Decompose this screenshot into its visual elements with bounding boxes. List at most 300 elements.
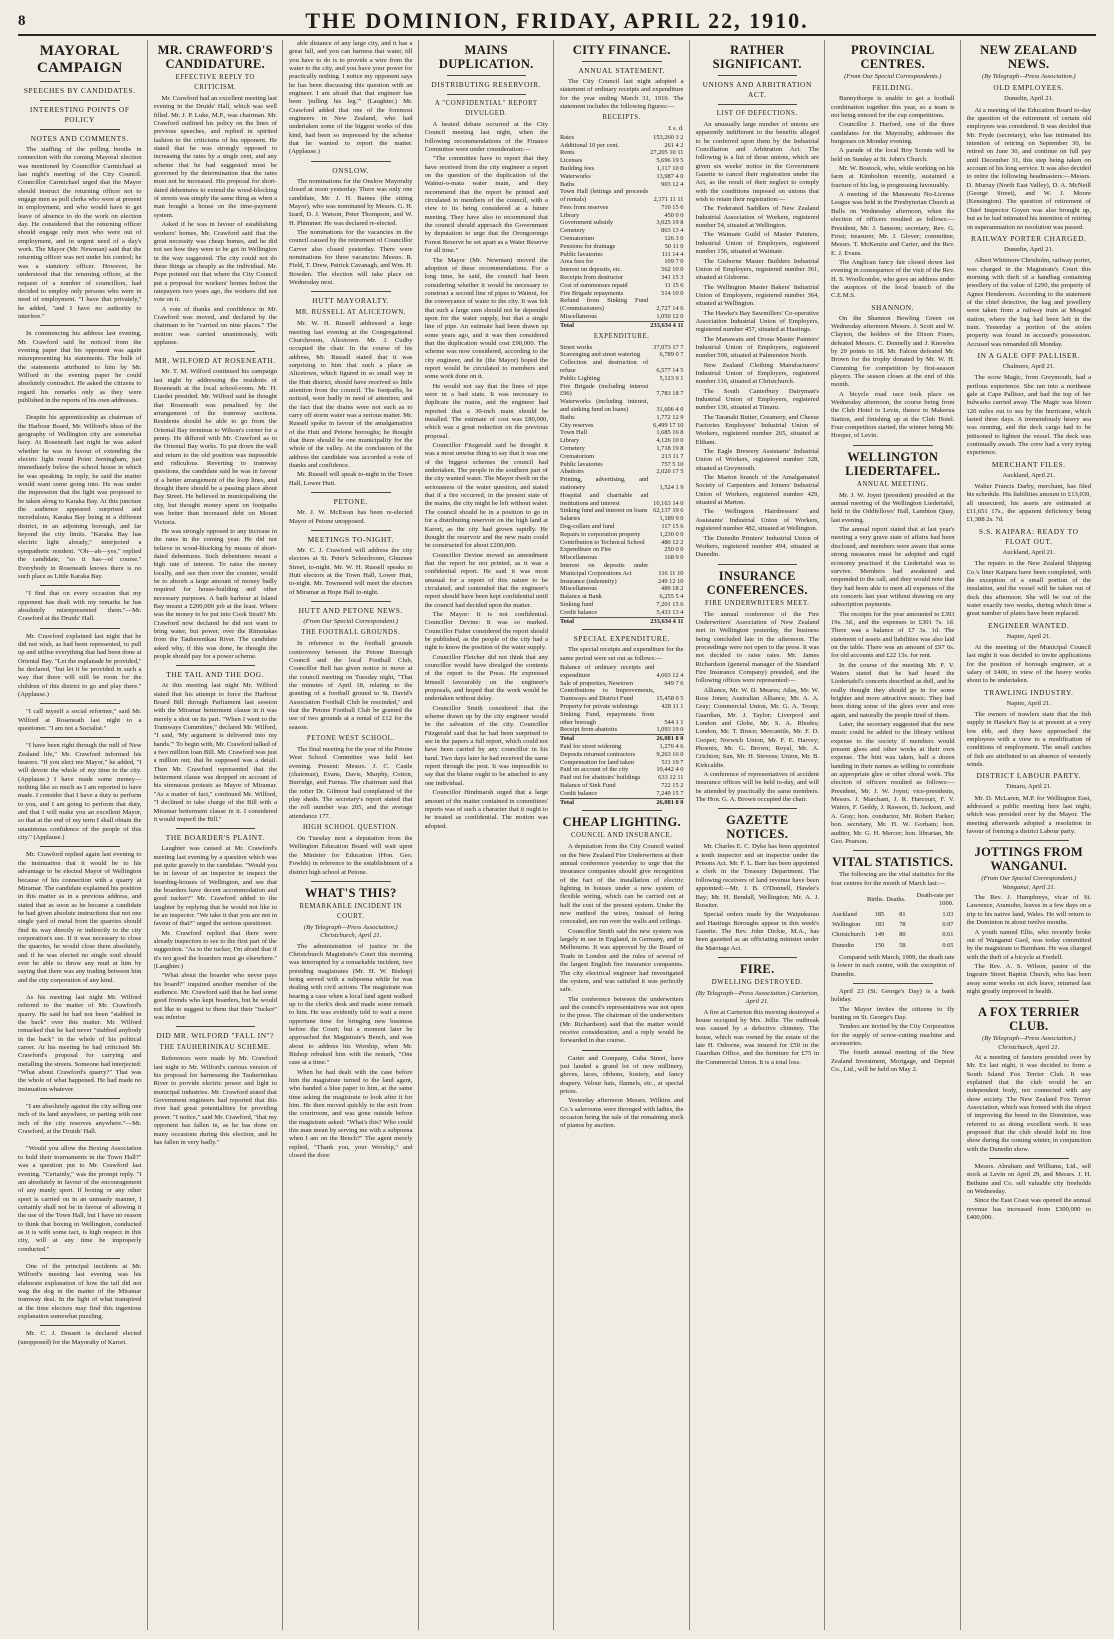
- ledger-item: Government subsidy: [560, 219, 614, 227]
- stats-row: [831, 941, 955, 951]
- ledger-item: Printing, advertising, and stationery: [560, 476, 649, 491]
- ledger-amount: 10,442 4 0: [656, 766, 684, 774]
- stats-column-header: Deaths.: [886, 896, 906, 904]
- article-paragraph: The Manawatu and Oroua Master Painters' Industrial Union of Employers, registered number 599, situated at Palmerston North.: [695, 335, 819, 360]
- stats-cell: 185: [874, 910, 885, 918]
- ledger-amount: 26,081 8 0: [651, 798, 684, 806]
- article-paragraph: One of the principal incidents at Mr. Wilford's meeting last evening was his elaborate explanation of how the tail did not wag the dog in the matter of the Miramar tramway deal. In the light of what transpired at the time electors may find this ingenious explanation somewhat puzzling.: [18, 1262, 142, 1320]
- ledger-amount: 7,783 18 7: [656, 390, 684, 398]
- section-heading: THE TAIL AND THE DOG.: [166, 670, 265, 680]
- article-paragraph: Mr. D. McLaren, M.P. for Wellington East, addressed a public meeting here last night, which was presided over by the Mayor. The meeting afterwards adopted a resolution in favour of forming a district Labour party.: [966, 794, 1091, 836]
- article-paragraph: Mr. J. W. McEwan has been re-elected Mayor of Petone unopposed.: [289, 509, 413, 525]
- section-heading: PETONE WEST SCHOOL.: [306, 735, 395, 743]
- ledger-item: Public Lighting: [560, 374, 600, 382]
- article-subhead: ANNUAL MEETING.: [857, 480, 929, 488]
- section-heading: SPECIAL EXPENDITURE.: [573, 634, 670, 644]
- ledger-amount: 863 13 4: [661, 227, 684, 235]
- ledger-item: Total: [560, 321, 648, 329]
- article-paragraph: Despite his apprenticeship as chairman of the Harbour Board, Mr. Wilford's ideas of the geography of Wellington city are somewhat hazy. At Roseneath last night he was asked whether he was in favour of extending the electric light round Point Jerningham, just immediately below the school house in which he was speaking. In reply, he said the matter would want some going into. He was under the impression that the light was proposed to be taken along to Karaka Bay. At this juncture the audience appeared surprised and incredulous, Karaka Bay being in a different district, in an adjoining borough, and far beyond the city limits. "Karaka Bay has electric light already," interjected a sympathetic resident. "Oh—ah—yes," replied the candidate, "so it has—of course." Everybody in Roseneath knows there is no such place as Little Karaka Bay.: [18, 414, 142, 580]
- ledger-row: [560, 687, 684, 703]
- section-heading: THE TAUHERINIKAU SCHEME.: [159, 1044, 271, 1052]
- article-paragraph: The Eagle Brewery Assistants' Industrial Union of Workers, registered number 328, situated at Greymouth.: [695, 448, 819, 472]
- article-headline: CHEAP LIGHTING.: [562, 815, 681, 830]
- article-paragraph: Mr. Crawford replied again last evening to the insinuation that it would be to his advantage to be elected Mayor of Wellington because of his connection with a quarry at Miramar. The candidate explained his position in this matter as in a previous address, and stated that as soon as he became a candidate he had given absolute instructions that not one single yard of metal from the quarries should find its way directly or indirectly to the city corporation's use. If it was necessary to close the quarries, he would close them absolutely, and if he was elected no single soul should ever be able to throw any mud at him by saying that there was any trading between him and the city corporation of any kind.: [18, 851, 142, 984]
- ledger-amount: 903 12 4: [661, 180, 684, 188]
- article-paragraph: The Marton branch of the Amalgamated Society of Carpenters and Joiners' Industrial Union of Workers, registered number 429, situated at Marton.: [695, 474, 819, 507]
- article-paragraph: In the course of the meeting Mr. F. V. Waters stated that he had heard the Liedertafel's concerts described as dull, and he really thought they should go in for some brighter and more attractive music. They had been doing some of the glees over and over again, and naturally the people tired of them.: [831, 661, 955, 719]
- ledger-row: [560, 251, 684, 259]
- article-paragraph: At this meeting last night Mr. Wilford stated that his attempt to force the Harbour Board Bill through Parliament last session with the Miramar betterment clause in it was merely a shot on its part. "When I went to the Tramways Committee," declared Mr. Wilford, "I said, 'My argument is delivered into my hands.'" To begin with, Mr. Crawford talked of a two million loan Bill. Mr. Crawford was just a million out; that he supposed was a detail. Then Mr. Crawford represented that the betterment clause was dropped on account of his strenuous protests as Mayor of Miramar. "As a matter of fact," continued Mr. Wilford, "I declined to take charge of the Bill with a Miramar betterment clause in it. I considered it would imperil the Bill.": [153, 682, 277, 823]
- article-headline: VITAL STATISTICS.: [832, 855, 954, 870]
- dateline: Auckland, April 21.: [1002, 471, 1055, 479]
- ledger-item: Dog-collars and fund: [560, 522, 615, 530]
- stats-cell: 0.97: [942, 920, 954, 928]
- ledger-row: [560, 515, 684, 523]
- article-paragraph: Carter and Company, Cuba Street, have just landed a grand lot of new millinery, gloves, laces, ribbons, hosiery, and fancy drapery. Velour hats, flannels, etc., at special prices.: [560, 1054, 684, 1095]
- ledger-amount: 15,458 0 5: [656, 695, 684, 703]
- section-heading: ENGINEER WANTED.: [988, 620, 1070, 630]
- ledger-item: Sinking fund and interest on loans: [560, 507, 648, 515]
- ledger-amount: 116 11 10: [658, 569, 684, 577]
- ledger-row: [560, 204, 684, 212]
- article-paragraph: Albert Whitmore Chrisholm, railway porter, was charged in the Magistrate's Court this morning with theft of a handbag containing jewellery of the value of £290, the property of Agnes Henderson. According to the statement of the chief detective, the bag and jewellery were taken from a railway train at Mosgiel station, where the bag had been left in the train. Yesterday a portion of the stolen property was found in accused's possession. Accused was remanded till Monday.: [966, 257, 1091, 348]
- ledger-item: City reserves: [560, 421, 594, 429]
- ledger-row: [560, 609, 684, 617]
- article-paragraph: The Taranaki Butter, Creamery, and Cheese Factories Employees' Industrial Union of Workers, registered number 265, situated at Eltham.: [695, 413, 819, 446]
- ledger-row: [560, 422, 684, 430]
- article-paragraph: The receipts for the year amounted to £393 19s. 3d., and the expenses to £301 7s. 1d. There was a balance of £7 3s. 1d. The statement of assets and liabilities was also laid on the table. There was an amount of £97 6s. for old accounts and £22 13s. for rent.: [831, 610, 955, 660]
- ledger-amount: 6,255 5 4: [659, 593, 684, 601]
- article-headline: PROVINCIAL CENTRES.: [850, 43, 935, 71]
- ledger-amount: 1,524 1 9: [659, 483, 684, 491]
- article-paragraph: Councillor Fitzgerald said he thought it was a most unwise thing to say that it was one of the biggest schemes the council had undertaken. The people in the southern part of the city wanted water. The Mayor dwelt on the seriousness of the water question, and stated that if a fire occurred, in the present state of the mains, the city might be left without water. The council should be in a position to go in for a distributing reservoir on the high land at Karori, as the city had grown rapidly. He thought the reservoir and the new main could be constructed for about £200,000.: [424, 442, 548, 550]
- article-paragraph: The owners of trawlers state that the fish supply in Hawke's Bay is at present at a very low ebb, and they have approached the employees with a view to a modification of conditions of employment. The small catches of fish are attributed to an absence of westerly winds.: [966, 710, 1091, 769]
- dateline: (From Our Special Correspondents.): [844, 73, 942, 80]
- section-heading: IN A GALE OFF PALLISER.: [977, 350, 1080, 360]
- ledger-amount: 111 14 4: [661, 250, 684, 258]
- article-paragraph: The Rev. A. S. Wilson, pastor of the Ingestre Street Baptist Church, who has been away some weeks on sick leave, returned last night greatly improved in health.: [966, 962, 1091, 995]
- dateline: Napier, April 21.: [1006, 699, 1051, 707]
- ledger-item: Pensions for drainage: [560, 242, 616, 250]
- dateline: Timaru, April 21.: [1005, 783, 1052, 791]
- ledger-amount: 514 10 0: [661, 289, 684, 297]
- ledger-item: Crematorium: [560, 452, 595, 460]
- ledger-row: [560, 585, 684, 593]
- ledger-item: Contribution to Technical School: [560, 538, 645, 546]
- stats-cell: 149: [874, 931, 885, 939]
- ledger-amount: 544 1 1: [664, 718, 684, 726]
- article-paragraph: The Dunedin Printers' Industrial Union of Workers, registered number 494, situated at Dunedin.: [695, 534, 819, 559]
- ledger-amount: 27,205 10 11: [650, 149, 684, 157]
- article-paragraph: Mr. Charles E. C. Dyke has been appointed a tenth inspector and an inspector under the Prisons Act. Mr. F. L. Barr has been appointed a clerk in the Treasury Department. The following receivers of land revenue have been appointed:—Mr. J. B. O'Donnell, Hawke's Bay; Mr. H. Bendall, Wellington; Mr. A. J. Rossiter.: [695, 843, 819, 909]
- article-paragraph: Councillor Hindmarsh urged that a large amount of the matter contained in committees' reports was of such a character that it ought to be treated as confidential. The motion was adopted.: [424, 789, 548, 830]
- ledger-row: [560, 468, 684, 476]
- ledger-item: Fees from reserves: [560, 203, 609, 211]
- article-paragraph: The fourth annual meeting of the New Zealand Investment, Mortgage, and Deposit Co., Ltd., will be held on May 2.: [831, 1049, 955, 1074]
- article-paragraph: Councillor Smith said the new system was largely in use in England, in Germany, and in Melbourne. It was approved by the Board of Trade in London and the rules of several of the largest English fire insurance companies. The city electrical engineer had investigated the system, and was satisfied it was perfectly safe.: [560, 927, 684, 994]
- article-headline: WELLINGTON LIEDERTAFEL.: [845, 449, 941, 478]
- ledger-row: [560, 782, 684, 790]
- ledger-item: Credit balance: [560, 789, 598, 797]
- ledger-row: [560, 601, 684, 609]
- ledger-item: Compensation for land taken: [560, 758, 635, 766]
- receipts-table: [560, 134, 684, 330]
- article-headline: MR. CRAWFORD'S CANDIDATURE.: [157, 43, 273, 71]
- article-paragraph: Councillor Devine moved an amendment that the report be not printed, as it was a confidential report. He said it was most unusual for a report of this nature to be circulated, and contended that the engineer's report should have been kept confidential until the council had decided upon the matter.: [424, 551, 548, 609]
- ledger-row: [560, 398, 684, 414]
- article-paragraph: The repairs to the New Zealand Shipping Co.'s liner Kaipara have been completed, with the exception of a small portion of the insulation, and the vessel will be taken out of dock this afternoon. She will be out of the water exactly two weeks, during which time a great number of plates have been replaced.: [966, 560, 1091, 618]
- ledger-item: Rents: [560, 149, 575, 157]
- article-headline: A FOX TERRIER CLUB.: [977, 1005, 1080, 1034]
- article-paragraph: The Anglican fancy fair closed down last evening in consequence of the visit of the Rev. H. S. Woollcombe, who gave an address under the auspices of the local branch of the C.E.M.S.: [831, 258, 955, 300]
- article-paragraph: Mr. Russell will speak to-night in the Town Hall, Lower Hutt.: [289, 471, 413, 487]
- ledger-item: Area fees for: [560, 258, 594, 266]
- ledger-item: Town Hall: [560, 429, 588, 437]
- ledger-amount: 949 7 6: [664, 679, 684, 687]
- stats-column-header: [831, 891, 866, 910]
- ledger-amount: 2,371 11 11: [653, 196, 684, 204]
- dateline: (By Telegraph—Press Association.) Carterton, April 21.: [695, 989, 819, 1006]
- stats-cell: Wellington: [832, 920, 861, 928]
- ledger-item: Repairs to corporation property: [560, 530, 641, 538]
- ledger-item: Salaries: [560, 515, 581, 523]
- ledger-amount: 562 10 0: [661, 266, 684, 274]
- ledger-amount: 117 15 6: [661, 522, 684, 530]
- article-paragraph: Special orders made by the Waipukurau and Hastings Boroughs appear in this week's Gazette. The Rev. John Dickie, M.A., has been gazetted as an officiating minister under the Marriage Act.: [695, 911, 819, 952]
- ledger-amount: 11 15 6: [664, 281, 684, 289]
- article-paragraph: Laughter was caused at Mr. Crawford's meeting last evening by a question which was put quite gravely to the candidate. "Would you be in favour of an inspector to inspect the boarding-houses of Wellington, and see that the boarders have decent accommodation and good tucker?" Mr. Crawford added to the laughter by replying that he would not like to be an inspector. "We take it that you are not in favour of that?" urged the serious questioner.: [153, 845, 277, 928]
- ledger-item: Total: [560, 735, 654, 743]
- article-paragraph: References were made by Mr. Crawford last night to Mr. Wilford's curious version of his proposal for harnessing the Tauherinikau River to provide electric power and light to municipal industries. Mr. Crawford stated that Government engineers had reported that this river had great potentialities for providing power. "I notice," said Mr. Crawford, "that my opponent has fallen in, as he has done on many occasions during this election, and he has fallen in very badly.": [153, 1055, 277, 1146]
- ledger-amount: 2,727 14 6: [656, 305, 684, 313]
- article-paragraph: The City Council last night adopted a statement of ordinary receipts and expenditure for the year ending March 31, 1910. The statement includes the following figures:—: [560, 78, 684, 111]
- article-paragraph: A deputation from the City Council waited on the New Zealand Fire Underwriters at their annual conference yesterday to urge that the insurance companies should give recognition of the fact of the installation of electric lighting in houses under a new system of flexible wiring, which can be carried out at half the cost of the present system. Under the new method the wires, instead of being concealed, are run over the walls and ceilings.: [560, 843, 684, 926]
- article-paragraph: Bunnythorpe is unable to get a football combination together this year, so a team is not being entered for the cup competitions.: [831, 95, 955, 120]
- stats-cell: 80: [899, 931, 906, 939]
- article-paragraph: Mr. C. J. Dossett is declared elected (unopposed) for the Mayoralty of Karori.: [18, 1330, 142, 1346]
- article-paragraph: Mr. C. J. Crawford will address the city electors at St. Peter's Schoolroom, Ghuznee Street, to-night. Mr. W. H. Russell speaks to Hutt electors at the Town Hall, Lower Hutt, to-night. Mr. Townsend will meet the electors of Miramar at Hope Hall to-night.: [289, 546, 413, 596]
- ledger-row: [560, 476, 684, 492]
- ledger-amount: 168 9 0: [664, 554, 684, 562]
- ledger-row: [560, 578, 684, 586]
- ledger-row: [560, 181, 684, 189]
- column-3: [289, 40, 419, 1630]
- section-heading: HUTT MAYORALTY.: [312, 296, 390, 306]
- article-paragraph: The Mayor (Mr. Newman) moved the adoption of these recommendations. For a long time, he said, the council had been considering whether it would be necessary to construct a second line of pipes to Wainui, for the conveyance of water to the city. It was felt that such a large sum should not be depended upon for the water supply, but that a single line of pipe. An estimate had been drawn up some years ago, and it was then considered that the duplication would cost £90,000. The scheme was now considered, according to the city engineer, and he (the Mayor) hoped the report would be circulated to members and some work done on it.: [424, 256, 548, 381]
- ledger-item: Sinking fund: [560, 600, 594, 608]
- ledger-row: [560, 344, 684, 352]
- article-paragraph: The Mayor invites the citizens to fly bunting on St. George's Day.: [831, 1005, 955, 1021]
- ledger-item: Balance of ordinary receipts and expenditure: [560, 664, 655, 679]
- ledger-item: Building fees: [560, 164, 595, 172]
- special-receipts-table: [560, 664, 684, 743]
- article-headline: CITY FINANCE.: [572, 43, 671, 57]
- ledger-item: Paid for street widening: [560, 742, 622, 750]
- article-paragraph: The Hawke's Bay Sawmillers' Co-operative Association Industrial Union of Employers, registered number 457, situated at Hastings.: [695, 309, 819, 334]
- ledger-row: [560, 759, 684, 767]
- ledger-amount: 10,163 14 0: [653, 499, 684, 507]
- article-subhead: NOTES AND COMMENTS.: [30, 134, 129, 143]
- article-paragraph: At a meeting of fanciers presided over by Mr. Ex last night, it was decided to form a South Island Fox Terrier Club. It was explained that the club would be an independent body, not connected with any show society. The New Zealand Fox Terrier Association, which was formed with the object of improving the breed in the Dominion, was referred to as doing excellent work. It was proposed that the club should hold its first show during the coming winter, in conjunction with the Dunedin show.: [966, 1053, 1091, 1153]
- article-paragraph: "I find that on every occasion that my opponent has dealt with my remarks he has absolutely misrepresented them."—Mr. Crawford at the Druids' Hall.: [18, 590, 142, 623]
- ledger-amount: 511 19 7: [661, 758, 684, 766]
- dateline: Dunedin, April 21.: [1004, 245, 1054, 253]
- masthead: [18, 8, 1096, 36]
- ledger-item: Library: [560, 437, 580, 445]
- article-paragraph: Since the East Coast was opened the annual revenue has increased from £300,000 to £400,000.: [966, 1197, 1091, 1222]
- ledger-amount: 341 15 3: [661, 274, 684, 282]
- ledger-item: Street works: [560, 343, 593, 351]
- dateline: (By Telegraph—Press Association.) Christchurch, April 21.: [981, 1035, 1076, 1051]
- section-heading: HIGH SCHOOL QUESTION.: [302, 824, 399, 832]
- ledger-row: [560, 282, 684, 290]
- ledger-row: [560, 711, 684, 727]
- newspaper-title: THE DOMINION, FRIDAY, APRIL 22, 1910.: [305, 8, 809, 33]
- article-paragraph: In commencing his address last evening, Mr. Crawford said he noticed from the evening paper that his opponent was again misrepresenting his statements. The bulk of the statements attributed to him by Mr. Wilford in the evening paper he could absolutely contradict. He asked the citizens to regard his remarks only as they were published in the reports of his own addresses.: [18, 330, 142, 404]
- ledger-amount: 1,276 4 6: [659, 742, 684, 750]
- article-subhead: INTERESTING POINTS OF POLICY: [29, 105, 130, 124]
- stats-cell: 183: [874, 920, 885, 928]
- ledger-row: [560, 546, 684, 554]
- ledger-item: Waterworks: [560, 172, 591, 180]
- ledger-amount: 1,189 9 0: [659, 515, 684, 523]
- section-heading: THE BOARDER'S PLAINT.: [165, 833, 265, 843]
- ledger-item: Credit balance: [560, 608, 598, 616]
- ledger-item: Miscellaneous: [560, 313, 597, 321]
- article-paragraph: The Waimate Guild of Master Painters, Industrial Union of Employers, registered number 156, situated at Waimate.: [695, 231, 819, 256]
- ledger-row: [560, 414, 684, 422]
- section-heading: MEETINGS TO-NIGHT.: [307, 534, 394, 544]
- ledger-row: [560, 507, 684, 515]
- ledger-item: Deposits returned contractors: [560, 750, 636, 758]
- article-paragraph: The annual report stated that at last year's meeting a very grave state of affairs had been disclosed, and members were aware that some strong measures must be adopted and rigid economy practised if the Liedertafel was to survive. Members had awakened and responded to the call, and they would note that they had been able to meet all expenses of the six concerts last year without drawing on any subscription payments.: [831, 526, 955, 609]
- ledger-amount: 37,073 17 7: [653, 343, 684, 351]
- section-heading: MR. WILFORD AT ROSENEATH.: [154, 356, 276, 366]
- article-paragraph: A fire at Carterton this morning destroyed a house occupied by Mrs. Jellie. The outbreak was caused by a defective chimney. The house, which was owned by the estate of the late H. Osborne, was insured for £50 in the Guardian Office, and the furniture for £75 in the Commercial Union. It is a total loss.: [695, 1008, 819, 1066]
- column-2: [154, 40, 284, 1630]
- columns: [18, 40, 1096, 1630]
- ledger-row: [560, 726, 684, 734]
- ledger-amount: 1,050 12 0: [656, 313, 684, 321]
- article-paragraph: Later, the secretary suggested that the new music could be added to the library without expense to the society if members would present glees and other works at their own expense. The hint was taken, half a dozen handing in their names as willing to contribute an appropriate glee or other choral work. The election of officers resulted as follows:—President, Mr. J. W. Joynt; vice-presidents, Messrs. J. Marchant, J. R. Harcourt, F. V. Waters, F. Geddy, J. Rawson, D. Jackson, and A. Gray; hon. conductor, Mr. Robert Parker; hon. secretary, Mr. H. W. Gorham; hon. auditor, Mr. G. H. Mercer; hon. librarian, Mr. Geo. Pearson.: [831, 721, 955, 845]
- ledger-amount: 50 11 0: [664, 242, 684, 250]
- ledger-amount: 126 3 0: [664, 235, 684, 243]
- article-headline: MAINS DUPLICATION.: [438, 43, 534, 71]
- article-paragraph: As his meeting last night Mr. Wilford referred to the matter of Mr. Crawford's quarry. He said he had not been "stabbed in the back" over this matter. Mr. Wilford remarked that he had never "stabbed anybody in the back" in the whole of his political career. At his meeting he had criticised Mr. Crawford's proposal for carrying and metalling the streets. Someone had interjected: "What about Crawford's quarry?" That was the whole of what happened. He had made no insinuation whatever.: [18, 993, 142, 1093]
- article-paragraph: Alliance, Mr. W. D. Meares; Atlas, Mr. W. Ross Jones; Australian Alliance, Mr. A. A. Gray; Commercial Union, Mr. G. A. Troup; Guardian, Mr. J. Taylor; Liverpool and London and Globe, Mr. S. A. Rhodes; London, Mr. T. Bruce; Mercantile, Mr. F. D. Cooper; Norwich Union, Mr. F. E. Harvey; Phoenix, Mr. G. Brown; Royal, Mr. A. Crichton; Sun, Mr. H. Stevens; Union, Mr. B. Kirkcaldie.: [695, 686, 819, 769]
- ledger-amount: 489 18 2: [661, 585, 684, 593]
- ledger-row: [560, 562, 684, 578]
- article-paragraph: The Wellington Hairdressers' and Assistants' Industrial Union of Workers, registered number 482, situated at Wellington.: [695, 508, 819, 533]
- ledger-amount: 1,093 19 0: [656, 726, 684, 734]
- article-headline: WHAT'S THIS?: [304, 885, 397, 900]
- ledger-item: Paid on account of the city: [560, 766, 629, 774]
- ledger-amount: 428 11 1: [661, 703, 684, 710]
- article-paragraph: Yesterday afternoon Messrs. Wilkins and Co.'s salerooms were thronged with ladies, the occasion being the sale of the remaining stock of pianos by auction.: [560, 1097, 684, 1130]
- ledger-item: Town Hall (lettings and proceeds of rentals): [560, 188, 649, 204]
- ledger-item: Cemetery: [560, 227, 585, 235]
- stats-cell: 81: [899, 910, 906, 918]
- article-paragraph: He was strongly opposed to any increase in the rates in the coming year. He did not believe in wood-blocking by means of short-dated debentures. Such debentures meant a high rate of interest. To raise the money locally, and see then over the counter, would be to absorb a large amount of money badly required for house-building and other necessary purposes. A bath harbour at Island Bay meant a £200,000 job at the least. Where was the money to be put into Cook Strait? Mr. Crawford now declared he did not want to bring water, but power, over the Rimutakas from the Tauherenikau River. The candidate asked why, if this was done, he thought the people should pay for a power scheme.: [153, 527, 277, 660]
- ledger-amount: 1,117 10 0: [656, 164, 684, 172]
- ledger-row: [560, 437, 684, 445]
- ledger-item: Insurance (indemnity): [560, 577, 617, 585]
- article-paragraph: "I call myself a social reformer," said Mr. Wilford at Roseneath last night to a questioner. "I am not a Socialist.": [18, 708, 142, 732]
- article-paragraph: Mr. T. M. Wilford continued his campaign last night by addressing the residents of Roseneath at the local school-room. Mr. H. Liardet presided. Mr. Wilford said he thought that Roseneath was penalised by the arrangement of the tramway sections. Residents should be able to go from the Oriental Bay terminus to Wilson's corner for a penny. He differed with Mr. Crawford as to the Oriental Bay works. To put down the wall and return to the old position was impossible and ridiculous. Reverting to tramway questions, the candidate said he was in favour of a better arrangement of the loop lines, and thought there should be a passing place about Bay Street. He believed in municipalising the city, but thought money spent on footpaths was better than increased debt on Mount Victoria.: [153, 368, 277, 526]
- article-subhead: A "CONFIDENTIAL" REPORT DIVULGED.: [434, 100, 538, 117]
- ledger-row: [560, 523, 684, 531]
- ledger-item: Cost of summonses repaid: [560, 281, 628, 289]
- ledger-column-header: £ s. d.: [668, 125, 684, 133]
- section-heading: ONSLOW.: [332, 165, 370, 175]
- ledger-amount: 757 5 10: [661, 460, 684, 468]
- ledger-amount: 1,685 16 8: [656, 429, 684, 437]
- ledger-item: Contributions to Improvements, Tramways and District Fund: [560, 687, 655, 703]
- ledger-item: Public lavatories: [560, 250, 603, 258]
- ledger-item: Balance of Sink Fund: [560, 781, 616, 789]
- ledger-row: [560, 188, 684, 204]
- article-paragraph: Mr. W. Bostock, who, while working on his farm at Kimbolton recently, sustained a fracture of his leg, is progressing favourably.: [831, 165, 955, 189]
- article-paragraph: A conference of representatives of accident insurance offices will be held to-day, and will be attended by practically the same members. The Hon. G. A. Brown occupied the chair.: [695, 771, 819, 804]
- ledger-row: [560, 165, 684, 173]
- article-paragraph: Compared with March, 1909, the death rate is lower in each centre, with the exception of Dunedin.: [831, 953, 955, 978]
- stats-cell: 0.61: [942, 931, 954, 939]
- stats-cell: 58: [899, 941, 906, 949]
- article-paragraph: A parade of the local Boy Scouts will be held on Sunday at St. John's Church.: [831, 147, 955, 163]
- article-paragraph: The Gisborne Master Builders Industrial Union of Employers, registered number 361, situated at Gisborne.: [695, 257, 819, 282]
- article-paragraph: The final meeting for the year of the Petone West School Committee was held last evening. Present: Messrs. J. C. Castle (chairman), Evans, Davis, Murphy, Cotton, Burridge, and Furnas. The chairman said that the rotter Dr. Gilmour had complained of the play sheds. The secretary's report stated that the roll number was 205, and the average attendance 177.: [289, 746, 413, 820]
- ledger-item: Crematorium: [560, 235, 595, 243]
- ledger-amount: 250 0 0: [664, 546, 684, 554]
- article-paragraph: able distance of any large city, and it has a great fall, and you can harness that water, till you have to do is to provide a wire from the water to the city, and you have your power for practically nothing. I notice my opponent says he has been discussing this question with an engineer. I am afraid that that engineer has been 'pulling his leg.'" (Laughter.) Mr. Crawford added that one of the foremost engineers in New Zealand, who had undertaken some of the biggest works of this kind, had been so impressed by the scheme that he wanted to report the matter. (Applause.): [289, 40, 413, 156]
- ledger-row: [560, 593, 684, 601]
- article-paragraph: A heated debate occurred at the City Council meeting last night, when the following recommendations of the Finance Committee were under consideration:—: [424, 121, 548, 154]
- article-paragraph: The South Canterbury Dairyman's Industrial Union of Employers, registered number 136, situated at Timaru.: [695, 387, 819, 412]
- article-paragraph: The Federated Saddlers of New Zealand Industrial Association of Workers, registered number 54, situated at Wellington.: [695, 205, 819, 230]
- ledger-item: Interest on deposits under Municipal Corporations Act: [560, 561, 649, 577]
- expenditure-table: [560, 344, 684, 626]
- ledger-amount: 249 12 10: [657, 577, 684, 585]
- article-paragraph: On Tuesday next a deputation from the Wellington Education Board will wait upon the Minister for Education (Hon. Geo. Fowlds) in reference to the establishment of a district high school at Petone.: [289, 835, 413, 876]
- ledger-item: Baths: [560, 180, 575, 188]
- ledger-amount: 26,081 8 0: [656, 735, 684, 743]
- ledger-item: Paid out for abattoirs' buildings: [560, 774, 641, 782]
- column-1: [18, 40, 148, 1630]
- ledger-row: [560, 774, 684, 782]
- article-subhead: COUNCIL AND INSURANCE.: [571, 832, 673, 840]
- article-paragraph: A bicycle road race took place on Wednesday afternoon, the course being from the Club Hotel to Levin, thence to Makerua Station, and finishing up at the Club Hotel. Four competitors started, the winner being Mr. Hooper, of Levin.: [831, 390, 955, 440]
- ledger-amount: 3,025 19 8: [656, 219, 684, 227]
- ledger-item: Abattoirs: [560, 468, 584, 476]
- ledger-row: [560, 680, 684, 688]
- ledger-amount: 710 15 6: [661, 203, 684, 211]
- ledger-item: Expenditure on Fire: [560, 546, 612, 554]
- ledger-row: [560, 492, 684, 508]
- section-heading: DID MR. WILFORD "FALL IN"?: [156, 1031, 275, 1041]
- ledger-total-row: [560, 617, 684, 625]
- article-paragraph: "The committee have to report that they have received from the city engineer a report on the question of the duplication of the Wainui-o-mata water main, and they recommend that the report be printed and circulated to members of the council, with a view to its being considered at a future meeting. They have also to recommend that the council should approach the Government by deputation to urge that the Orongorongo Forest Reserve be set apart as a Water Reserve for all time.": [424, 155, 548, 255]
- section-heading: FEILDING.: [872, 83, 914, 93]
- ledger-amount: 6,789 0 7: [659, 351, 684, 359]
- column-8: [967, 40, 1097, 1630]
- article-paragraph: Councillor Fletcher did not think that any councillor would have divulged the contents of the report to the Press. He expressed himself favourably on the engineer's proposals, and hoped that the work would be undertaken without delay.: [424, 653, 548, 703]
- ledger-row: [560, 142, 684, 150]
- page-number: 8: [18, 12, 26, 29]
- ledger-row: [560, 453, 684, 461]
- section-heading: RAILWAY PORTER CHARGED.: [970, 233, 1087, 243]
- section-heading: HUTT AND PETONE NEWS.: [298, 605, 403, 615]
- ledger-row: [560, 274, 684, 282]
- ledger-item: Additional 10 per cent.: [560, 141, 619, 149]
- article-paragraph: When he had dealt with the case before him the magistrate turned to the land agent, who handed a blue paper to him, at the same time asking the magistrate to look after it for him. He then moved quickly to the exit from the courtroom, and was gone outside before the magistrate asked: "What's this? Who could this man mean by serving me with a subpoena when I am on the Bench?" The agent merely replied, "Thank you, your Worship," and closed the door.: [289, 1068, 413, 1160]
- ledger-total-row: [560, 321, 684, 329]
- ledger-row: [560, 461, 684, 469]
- ledger-row: [560, 134, 684, 142]
- ledger-row: [560, 703, 684, 711]
- ledger-row: [560, 258, 684, 266]
- ledger-item: Scavenging and street watering: [560, 351, 641, 359]
- dateline: Auckland, April 21.: [1002, 548, 1055, 556]
- stats-cell: 0.65: [942, 941, 954, 949]
- article-paragraph: On the Shannon Bowling Green on Wednesday afternoon Messrs. J. Scott and W. Clayton, the holders of the Dixon Fours, defeated Messrs. C. Donnelly and J. Knowles by 29 points to 18. Mr. Falcon defeated Mr. Brown for the trophy donated by Mr. W. H. Cumming for competition by first-season players. The season closes at the end of this month.: [831, 314, 955, 389]
- article-paragraph: Mr. W. H. Russell addressed a large meeting last evening at the Congregational Churchroom, Alicetown. Mr. J. Cudby occupied the chair. In the course of his address, Mr. Russell stated that it was surprising to him that such a place as Alicetown, which figured in so small way in the Hutt district, should have received so little attention from the council. The footpaths, he noticed, were badly in need of attention; and the fact that the drains were not such as to carry off storm water was a serious matter. Mr. Russell spoke in favour of the amalgamation of the Hutt and Petone boroughs; he thought that there should be one municipality for the whole of the valley. At the conclusion of the address the candidate was accorded a vote of thanks and confidence.: [289, 320, 413, 470]
- ledger-amount: 13,987 4 0: [656, 172, 684, 180]
- article-headline: INSURANCE CONFERENCES.: [706, 568, 808, 597]
- ledger-amount: 450 0 0: [664, 211, 684, 219]
- ledger-item: Public lavatories: [560, 460, 603, 468]
- ledger-row: [560, 351, 684, 359]
- article-paragraph: At the meeting of the Municipal Council last night it was decided to invite applications for the position of borough engineer, at a salary of £400, in view of the heavy works about to be undertaken.: [966, 643, 1091, 685]
- article-paragraph: The Mayor: It is not confidential. Councillor Devine: It was so marked. Councillor Fisher considered the report should be published, as the people of the city had a right to know the position of the water supply.: [424, 610, 548, 652]
- article-subhead: EFFECTIVE REPLY TO CRITICISM.: [175, 74, 255, 91]
- article-paragraph: Mr. J. W. Joynt (president) presided at the annual meeting of the Wellington Liedertafel, held in the Oddfellows' Hall, Lambton Quay, last evening.: [831, 491, 955, 524]
- ledger-item: Rates: [560, 133, 575, 141]
- ledger-item: Miscellaneous: [560, 585, 597, 593]
- ledger-item: Interest on deposits, etc.: [560, 266, 622, 274]
- ledger-row: [560, 227, 684, 235]
- ledger-row: [560, 531, 684, 539]
- section-heading: THE FOOTBALL GROUNDS.: [301, 629, 401, 637]
- stats-row: [831, 910, 955, 920]
- article-paragraph: The special receipts and expenditure for the same period were set out as follows:—: [560, 646, 684, 662]
- ledger-amount: 2,020 17 5: [656, 468, 684, 476]
- vital-statistics-table: [831, 891, 955, 951]
- ledger-row: [560, 664, 684, 680]
- article-paragraph: A youth named Ellis, who recently broke out of Wanganui Gaol, was today committed by the magistrate to Burnham. He was charged with the theft of a bicycle at Fordell.: [966, 928, 1091, 961]
- ledger-item: Sinking Fund, repayments from other borough: [560, 710, 655, 726]
- ledger-amount: 233,634 4 11: [650, 617, 684, 625]
- article-paragraph: Mr. Crawford had an excellent meeting last evening in the Druids' Hall, which was well filled. Mr. J. P. Luke, M.P., was chairman. Mr. Crawford outlined his policy on the lines of previous speeches, and replied in spirited fashion to the criticisms of his opponent. He stated that he was strongly opposed to increasing the rates by a single cent, and any scheme that he had suggested must be governed by the determination that the rates must not be increased. His proposal for short-dated debentures to extend the wood-blocking of streets was simply the same thing as when a man bought a house on the time-payment system.: [153, 95, 277, 219]
- ledger-row: [560, 243, 684, 251]
- column-5: [560, 40, 690, 1630]
- article-paragraph: Councillor J. Harford, one of the three candidates for the Mayoralty, addresses the burgesses on Monday evening.: [831, 121, 955, 146]
- article-paragraph: He would not say that the lines of pipe were in a bad state. It was necessary to duplicate the mains, and the engineer had reported that a 30-inch main should be installed. The estimate of cost was £80,000, which was a great reduction on the previous proposal.: [424, 382, 548, 440]
- article-subhead: LIST OF DEFECTIONS.: [716, 110, 798, 117]
- article-paragraph: Councillor Smith considered that the scheme drawn up by the city engineer would be the salvation of the city. Councillor Fitzgerald said that he had been surprised to see in the papers a full report, which could not have been carried by any councillor in his hand. Two days later he had received the same report through the post. It was impossible to say that the blame ought to be attached to any one individual.: [424, 704, 548, 787]
- section-heading: SHANNON.: [871, 302, 915, 312]
- ledger-row: [560, 751, 684, 759]
- ledger-amount: 6,577 14 5: [656, 367, 684, 375]
- ledger-item: Cemetery: [560, 445, 585, 452]
- stats-cell: Christchurch: [832, 931, 866, 939]
- article-paragraph: A vote of thanks and confidence in Mr. Crawford was moved, and declared by the chairman to be "carried on nine places." The motion was carried unanimously, with applause.: [153, 305, 277, 346]
- section-heading: S.S. KAIPARA: READY TO FLOAT OUT.: [978, 526, 1079, 546]
- ledger-amount: 31,606 4 0: [656, 406, 684, 414]
- ledger-amount: 1,718 19 8: [656, 445, 684, 452]
- article-paragraph: The staffing of the polling booths in connection with the coming Mayoral election was mentioned by Councillor Carmichael at last night's meeting of the City Council. Councillor Carmichael urged that the Mayor should instruct the returning officer not to engage men as poll clerks who were at present in employment, and who would have to get leave of absence to do the work on election day. He considered that the returning officer should engage only men who were out of employment, and in urgent need of a day's work. The Mayor (Mr. Newman) said that the returning officer was not under his control; he was a statutory officer. However, he understood that the returning officer, at the request of a number of councillors, had decided to employ only persons who were in need of employment. "I have that privately," he added, "and I have no authority to interfere.": [18, 146, 142, 320]
- ledger-row: [560, 790, 684, 798]
- article-paragraph: The Wellington Master Bakers' Industrial Union of Employers, registered number 364, situated at Wellington.: [695, 283, 819, 308]
